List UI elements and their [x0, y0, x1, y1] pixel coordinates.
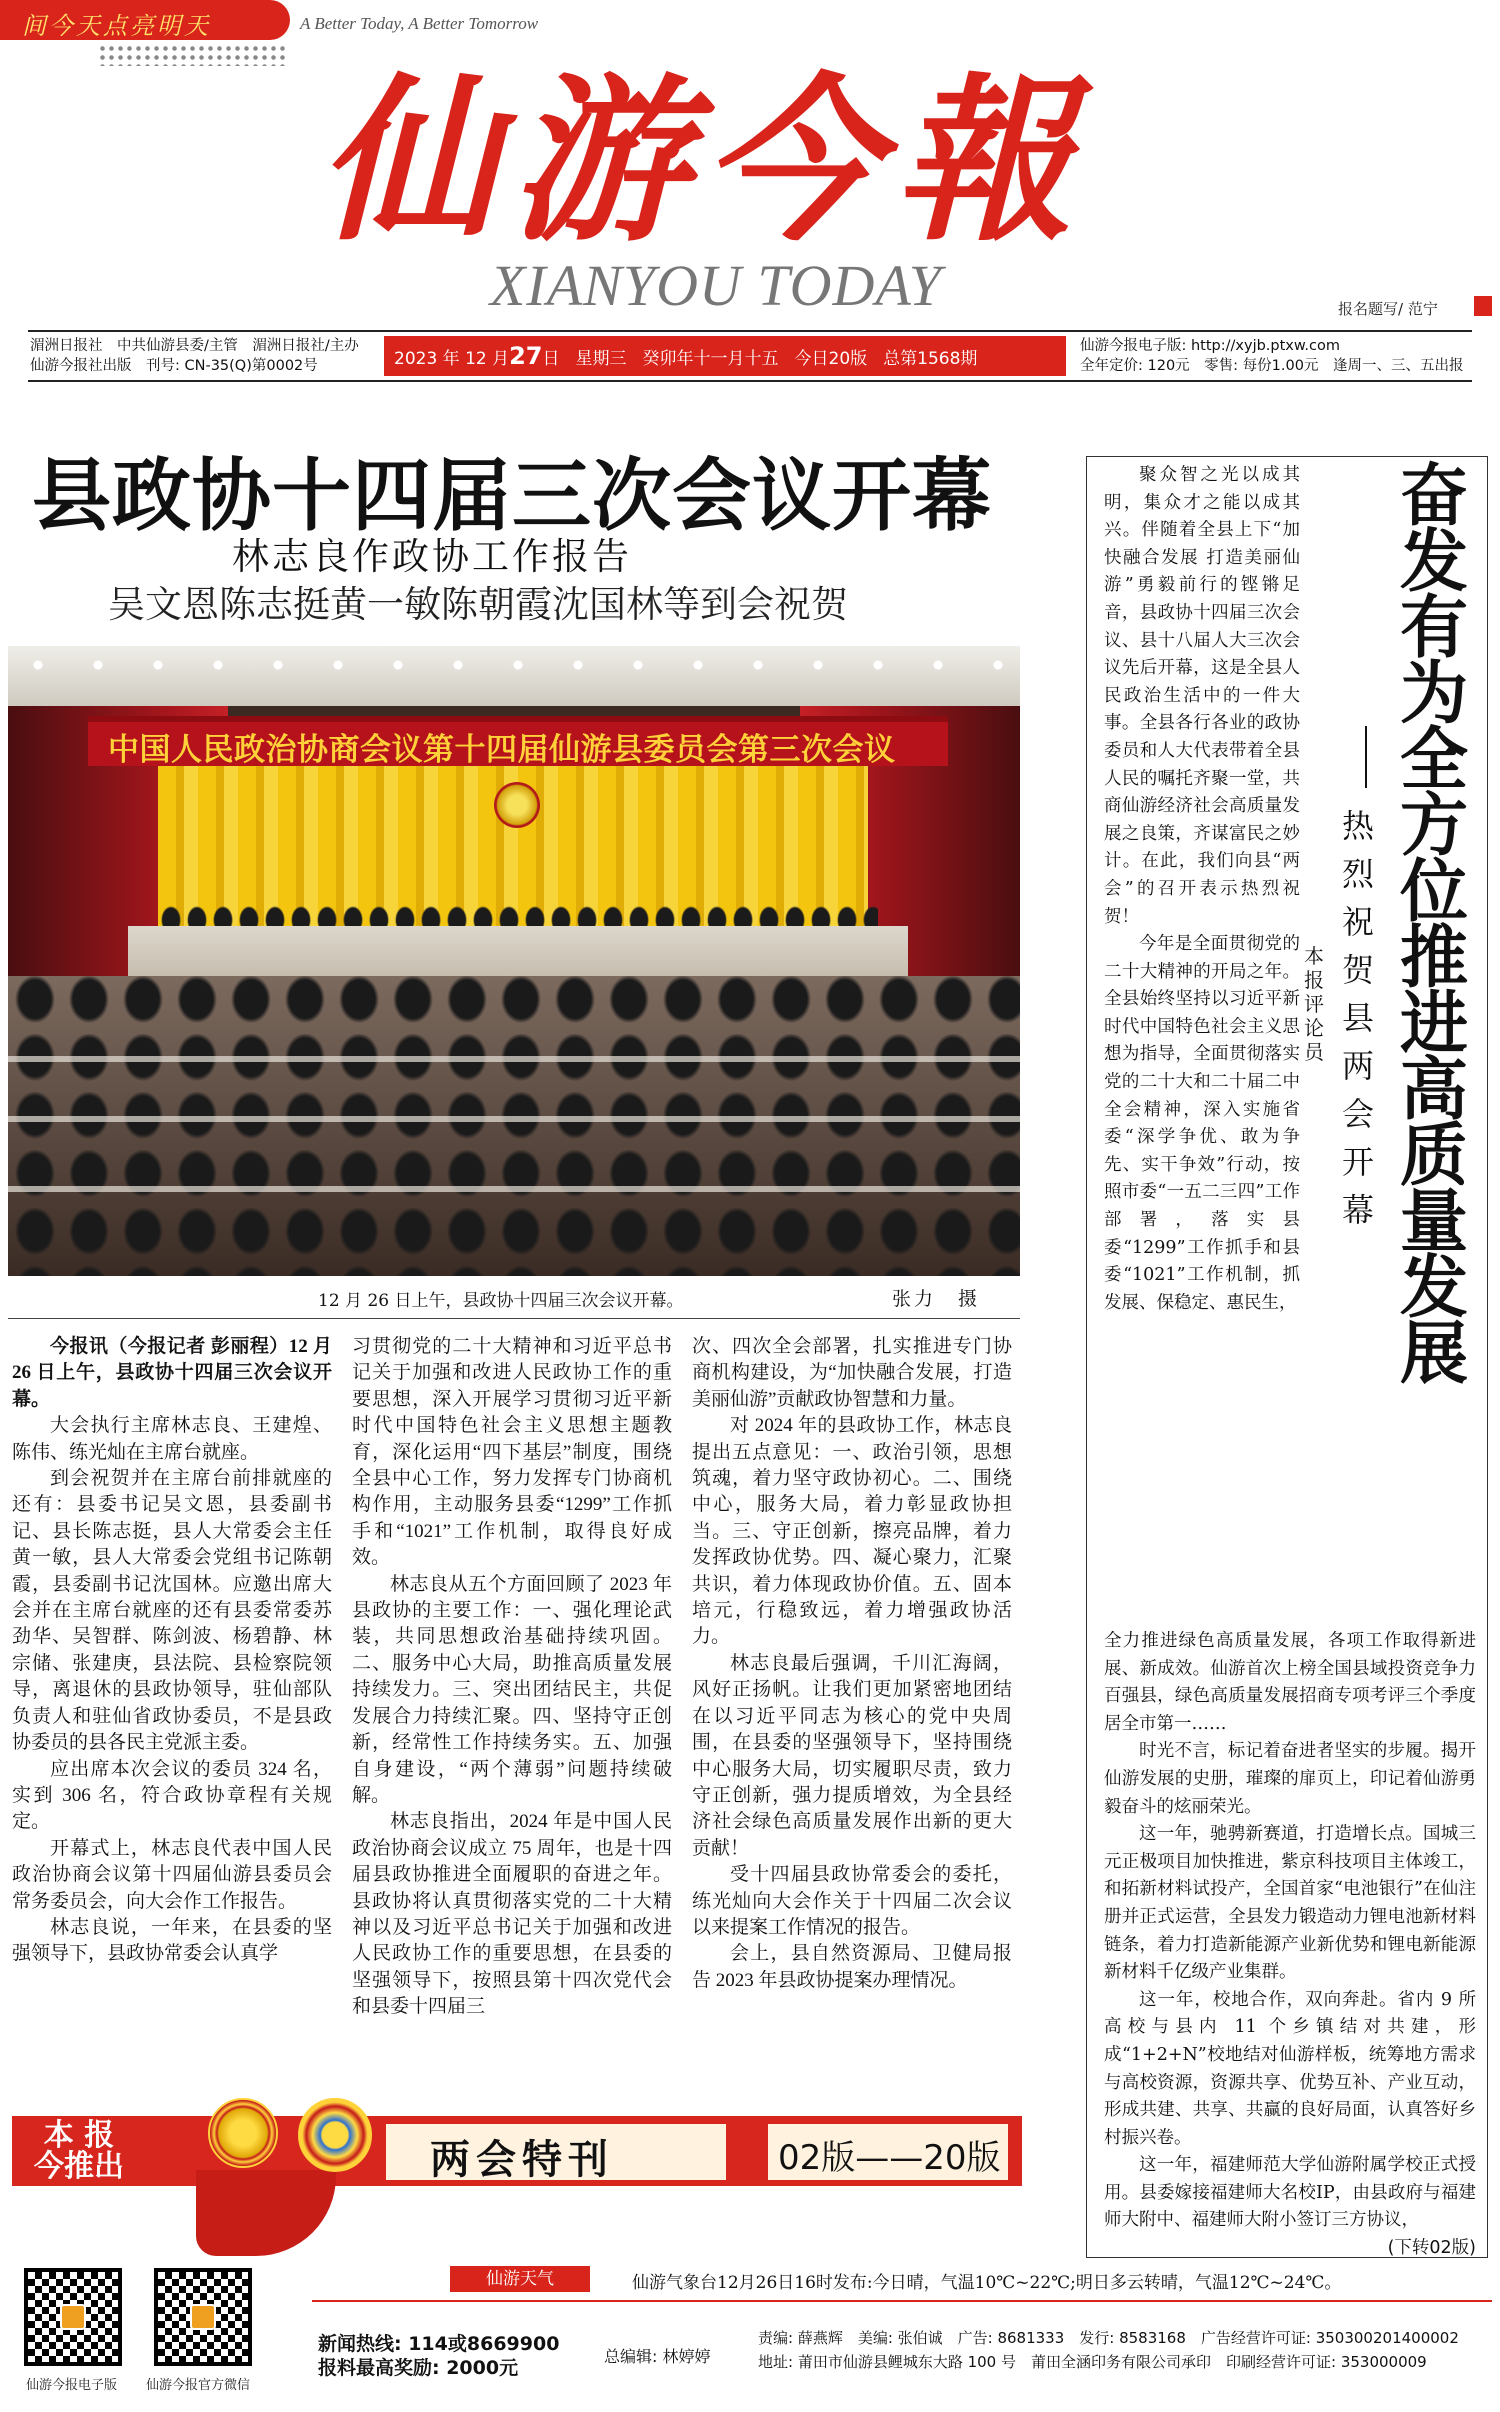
- article-column-2: [352, 1334, 672, 2021]
- commentary-paragraph: 这一年，校地合作，双向奔赴。省内 9 所高校与县内 11 个乡镇结对共建，形成“1+2+N”校地结对仙游样板，统筹地方需求与高校资源，资源共享、优势互补、产业互动，形成共建、共享、共赢的良好局面，认真答好乡村振兴卷。: [1104, 1989, 1476, 2148]
- article-paragraph: 应出席本次会议的委员 324 名，实到 306 名，符合政协章程有关规定。: [12, 1758, 332, 1833]
- qr-label-wechat: 仙游今报官方微信: [146, 2378, 251, 2393]
- subheadline-1: 林志良作政协工作报告: [232, 535, 632, 578]
- photo-ceiling: [8, 646, 1020, 706]
- special-issue-title: 两会特刊: [430, 2137, 614, 2183]
- commentary-paragraph: 全力推进绿色高质量发展，各项工作取得新进展、新成效。仙游首次上榜全国县域投资竞争力百强县，绿色高质量发展招商专项考评三个季度居全市第一……: [1104, 1631, 1476, 1734]
- credits-line-1: 责编: 薛燕辉 美编: 张伯诚 广告: 8681333 发行: 8583168 广告经营许可证: 350300201400002: [758, 2329, 1459, 2347]
- subheadline-2: 吴文恩陈志挺黄一敏陈朝霞沈国林等到会祝贺: [108, 583, 848, 626]
- commentary-dash: [1365, 726, 1367, 788]
- article-paragraph: 会上，县自然资源局、卫健局报告 2023 年县政协提案办理情况。: [692, 1943, 1012, 1991]
- epaper-url[interactable]: 仙游今报电子版: http://xyjb.ptxw.com: [1080, 338, 1340, 354]
- commentary-text-upper: [1104, 462, 1300, 1317]
- lunar-date: 癸卯年十一月十五: [642, 348, 779, 369]
- commentary-paragraph: 聚众智之光以成其明，集众才之能以成其兴。伴随着全县上下“加快融合发展 打造美丽仙游”勇毅前行的铿锵足音，县政协十四届三次会议、县十八届人大三次会议先后开幕，这是全县人民政治生活中的一件大事。全县各行各业的政协委员和人大代表带着全县人民的嘱托齐聚一堂，共商仙游经济社会高质量发展之良策，齐谋富民之妙计。在此，我们向县“两会”的召开表示热烈祝贺！: [1104, 465, 1300, 927]
- qr-logo-icon: [60, 2304, 86, 2330]
- commentary-text-lower: [1104, 1628, 1476, 2263]
- qr-logo-icon: [190, 2304, 216, 2330]
- article-paragraph: 习贯彻党的二十大精神和习近平总书记关于加强和改进人民政协工作的重要思想，深入开展学习贯彻习近平新时代中国特色社会主义思想主题教育，深化运用“四下基层”制度，围绕全县中心工作，努力发挥专门协商机构作用，主动服务县委“1299”工作抓手和“1021”工作机制，取得良好成效。: [352, 1336, 672, 1569]
- photo-desk-row: [8, 1056, 1020, 1062]
- photo-banner-text: 中国人民政治协商会议第十四届仙游县委员会第三次会议: [108, 732, 896, 768]
- photo-desk-row: [8, 1186, 1020, 1192]
- subscription-info: [1080, 336, 1480, 376]
- article-column-1: [12, 1334, 332, 1968]
- publisher-info: [30, 336, 380, 376]
- info-rule-bottom: [28, 380, 1472, 382]
- weather-forecast: 仙游气象台12月26日16时发布:今日晴，气温10℃~22℃;明日多云转晴，气温12℃~24℃。: [632, 2273, 1342, 2293]
- credits: [758, 2326, 1459, 2374]
- slogan-chinese: 间今天点亮明天: [22, 12, 211, 40]
- price-info: 全年定价: 120元 零售: 每份1.00元 逢周一、三、五出报: [1080, 358, 1464, 374]
- info-rule-top: [28, 330, 1472, 332]
- photo-credit: 张力 摄: [892, 1288, 981, 1310]
- title-inscriber: 报名题写/ 范宁: [1338, 300, 1438, 318]
- date-day: 27: [509, 342, 543, 370]
- commentary-paragraph: 这一年，驰骋新赛道，打造增长点。国城三元正极项目加快推进，紫京科技项目主体竣工，和拓新材料试投产，全国首家“电池银行”在仙注册并正式运营，全县发力锻造动力锂电池新材料链条，着力打造新能源产业新优势和锂电新能源新材料千亿级产业集群。: [1104, 1824, 1476, 1983]
- cppcc-emblem-icon: [494, 782, 540, 828]
- article-paragraph: 大会执行主席林志良、王建煌、陈伟、练光灿在主席台就座。: [12, 1415, 332, 1463]
- weekday: 星期三: [575, 348, 627, 369]
- tipoff-reward: 报料最高奖励: 2000元: [318, 2357, 519, 2379]
- commentary-paragraph-text: 这一年，福建师范大学仙游附属学校正式授用。县委嫁接福建师大名校IP，由县政府与福建师大附中、福建师大附小签订三方协议，: [1104, 2155, 1476, 2231]
- date-bar: [384, 336, 1066, 376]
- publisher-line-1: 湄洲日报社 中共仙游县委/主管 湄洲日报社/主办: [30, 338, 359, 354]
- photo-audience: [8, 976, 1020, 1276]
- hotline-number: 新闻热线: 114或8669900: [318, 2333, 560, 2355]
- special-issue-pages: 02版——20版: [778, 2138, 1001, 2178]
- commentary-title[interactable]: 奋发有为全方位推进高质量发展: [1399, 457, 1468, 1394]
- commentary-paragraph: 时光不言，标记着奋进者坚实的步履。揭开仙游发展的史册，璀璨的扉页上，印记着仙游勇毅奋斗的炫丽荣光。: [1104, 1741, 1476, 1817]
- braille-pattern: [98, 44, 288, 66]
- issue-number: 总第1568期: [883, 348, 978, 369]
- article-paragraph: 林志良最后强调，千川汇海阔，风好正扬帆。让我们更加紧密地团结在以习近平同志为核心的党中央周围，在县委的坚强领导下，坚持围绕中心服务大局，切实履职尽责，致力守正创新，强力提质增效，为全县经济社会绿色高质量发展作出新的更大贡献！: [692, 1652, 1012, 1859]
- photo-caption: 12 月 26 日上午，县政协十四届三次会议开幕。: [318, 1291, 684, 1311]
- article-paragraph: 到会祝贺并在主席台前排就座的还有：县委书记吴文恩，县委副书记、县长陈志挺，县人大常委会主任黄一敏，县人大常委会党组书记陈朝霞，县委副书记沈国林。应邀出席大会并在主席台就座的还有县委常委苏劲华、吴智群、陈剑波、杨碧静、林宗储、张建庚，县法院、县检察院领导，离退休的县政协领导，驻仙部队负责人和驻仙省政协委员，不是县政协委员的县各民主党派主委。: [12, 1468, 332, 1754]
- article-paragraph: 次、四次全会部署，扎实推进专门协商机构建设，为“加快融合发展，打造美丽仙游”贡献政协智慧和力量。: [692, 1336, 1012, 1410]
- commentary-paragraph: [1104, 2152, 1476, 2259]
- seal-stamp-icon: [1474, 296, 1492, 316]
- article-paragraph: 受十四届县政协常委会的委托，练光灿向大会作关于十四届二次会议以来提案工作情况的报告。: [692, 1864, 1012, 1938]
- commentary-subtitle: 热烈祝贺县两会开幕: [1341, 807, 1374, 1229]
- publisher-line-2: 仙游今报社出版 刊号: CN-35(Q)第0002号: [30, 358, 318, 374]
- news-hotline: [318, 2332, 559, 2380]
- national-emblem-icon: [208, 2098, 278, 2168]
- qr-label-epaper: 仙游今报电子版: [26, 2378, 118, 2393]
- main-headline[interactable]: 县政协十四届三次会议开幕: [32, 450, 992, 542]
- date-suffix: 日: [542, 349, 560, 369]
- photo-ceiling-lights: [8, 660, 1020, 670]
- cppcc-emblem-icon: [298, 2098, 372, 2172]
- special-issue-label: 本 报 今推出: [34, 2118, 124, 2184]
- newspaper-logo: 仙游今報: [318, 56, 1086, 265]
- meeting-photo[interactable]: [8, 646, 1020, 1276]
- continued-link[interactable]: (下转02版): [1387, 2238, 1476, 2259]
- article-paragraph: 开幕式上，林志良代表中国人民政治协商会议第十四届仙游县委员会常务委员会，向大会作工作报告。: [12, 1837, 332, 1912]
- article-paragraph: 林志良说，一年来，在县委的坚强领导下，县政协常委会认真学: [12, 1916, 332, 1965]
- article-paragraph: 对 2024 年的县政协工作，林志良提出五点意见：一、政治引领，思想筑魂，着力坚守政协初心。二、围绕中心，服务大局，着力彰显政协担当。三、守正创新，擦亮品牌，着力发挥政协优势。四、凝心聚力，汇聚共识，着力体现政协价值。五、固本培元，行稳致远，着力增强政协活力。: [692, 1415, 1012, 1648]
- article-paragraph: 林志良指出，2024 年是中国人民政治协商会议成立 75 周年，也是十四届县政协推进全面履职的奋进之年。县政协将认真贯彻落实党的二十大精神以及习近平总书记关于加强和改进人民政协工作的重要思想，在县委的坚强领导下，按照县第十四次党代会和县委十四届三: [352, 1811, 672, 2018]
- newspaper-logo-english: XIANYOU TODAY: [490, 253, 942, 318]
- footer-rule: [312, 2300, 1492, 2302]
- caption-rule: [8, 1318, 1020, 1319]
- commentary-paragraph: 今年是全面贯彻党的二十大精神的开局之年。全县始终坚持以习近平新时代中国特色社会主义思想为指导，全面贯彻落实党的二十大和二十届二中全会精神，深入实施省委“深学争优、敢为争先、实干争效”行动，按照市委“一五二三四”工作部署，落实县委“1299”工作抓手和县委“1021”工作机制，抓发展、保稳定、惠民生，: [1104, 934, 1300, 1313]
- slogan-english: A Better Today, A Better Tomorrow: [300, 14, 539, 33]
- page-count: 今日20版: [794, 348, 868, 369]
- ribbon-decoration: [196, 2170, 336, 2256]
- commentary-author: 本报评论员: [1304, 944, 1324, 1064]
- article-paragraph: 林志良从五个方面回顾了 2023 年县政协的主要工作：一、强化理论武装，共同思想政治基础持续巩固。二、服务中心大局，助推高质量发展持续发力。三、突出团结民主，共促发展合力持续汇聚。四、坚持守正创新，经常性工作持续务实。五、加强自身建设，“两个薄弱”问题持续破解。: [352, 1573, 672, 1806]
- article-column-3: [692, 1334, 1012, 1994]
- date-prefix: 2023 年 12 月: [394, 349, 510, 369]
- weather-tag: 仙游天气: [450, 2266, 590, 2292]
- photo-desk-row: [8, 1116, 1020, 1122]
- credits-line-2: 地址: 莆田市仙游县鲤城东大路 100 号 莆田全涵印务有限公司承印 印刷经营许可证: 353000009: [758, 2353, 1427, 2371]
- editor-in-chief: 总编辑: 林婷婷: [604, 2347, 711, 2366]
- article-paragraph: 今报讯（今报记者 彭丽程）12 月 26 日上午，县政协十四届三次会议开幕。: [12, 1336, 332, 1410]
